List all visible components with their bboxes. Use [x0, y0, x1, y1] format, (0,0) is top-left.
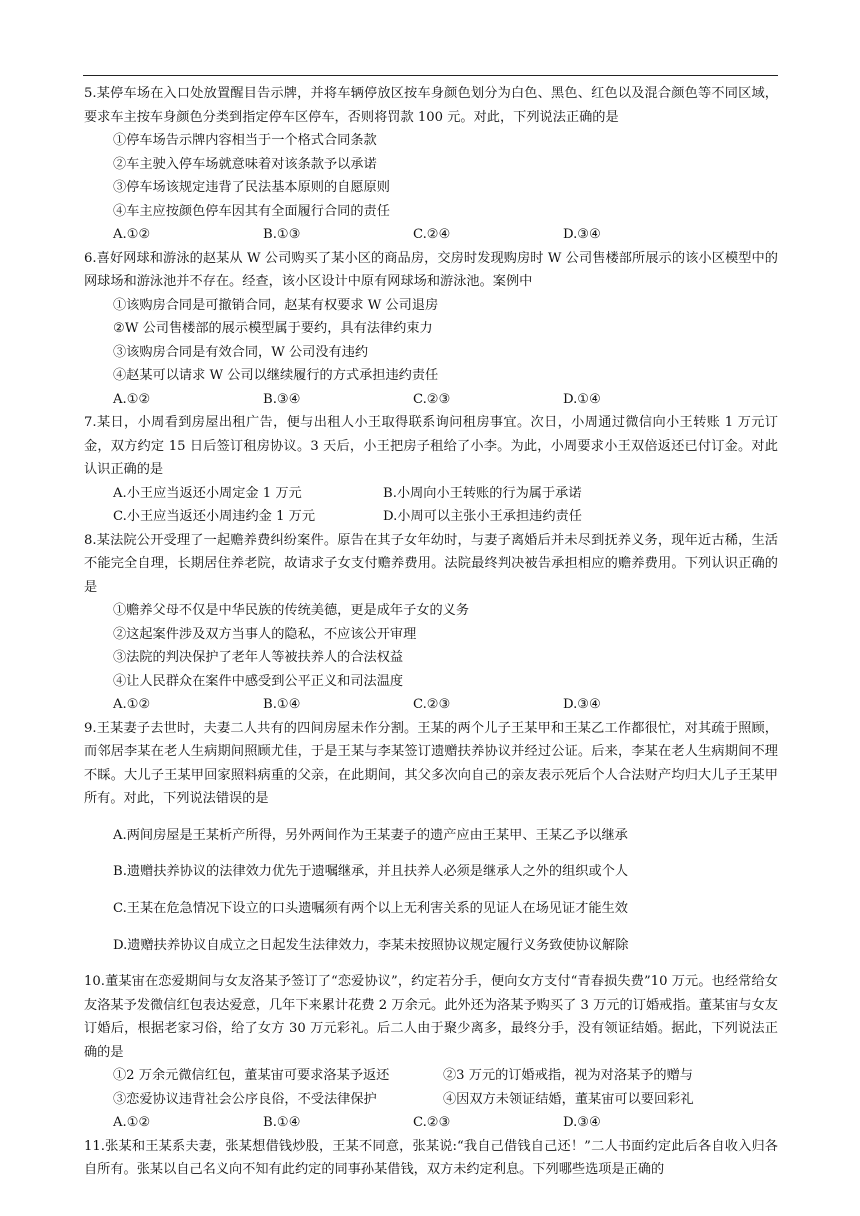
question-11	[84, 1135, 778, 1182]
answer-choices	[113, 223, 778, 247]
choice-c: C.②④	[413, 227, 451, 242]
statement-item: ①赡养父母不仅是中华民族的传统美德，更是成年子女的义务	[113, 603, 470, 618]
question-stem: 11.张某和王某系夫妻，张某想借钱炒股，王某不同意，张某说:“我自己借钱自己还！”二人书面约定此后各自收入归各自所有。张某以自己名义向不知有此约定的同事孙某借钱，双方未约定利息。下列哪些选项是正确的	[84, 1138, 778, 1178]
question-10	[84, 970, 778, 1135]
choice-c: C.②③	[413, 697, 451, 712]
question-6	[84, 247, 778, 412]
choice-d: D.③④	[563, 227, 601, 242]
choice-d: D.①④	[563, 391, 601, 407]
choice-d: D.遗赠扶养协议自成立之日起发生法律效力，李某未按照协议规定履行义务致使协议解除	[113, 937, 629, 953]
option-row	[113, 505, 778, 529]
choice-b: B.小周向小王转账的行为属于承诺	[383, 485, 582, 501]
choice-b: B.①④	[263, 697, 301, 712]
option-row	[113, 482, 778, 506]
statement-item: ④赵某可以请求 W 公司以继续履行的方式承担违约责任	[113, 368, 439, 383]
choice-c: C.小王应当返还小周违约金 1 万元	[113, 509, 316, 524]
choice-d: D.③④	[563, 697, 601, 712]
choice-d: D.小周可以主张小王承担违约责任	[383, 509, 582, 524]
question-5	[84, 82, 778, 247]
choice-b: B.③④	[263, 391, 301, 407]
statement-item: ③该购房合同是有效合同，W 公司没有违约	[113, 344, 369, 360]
question-stem: 10.董某宙在恋爱期间与女友洛某予签订了“恋爱协议”，约定若分手，便向女方支付“青春损失费”10 万元。也经常给女友洛某予发微信红包表达爱意，几年下来累计花费 2 万余元。此外还为洛某予购买了 3 万元的订婚戒指。董某宙与女友订婚后，根据老家习俗，给了女方 30 万元彩礼。后二人由于聚少离多，最终分手，没有领证结婚。据此，下列说法正确的是	[84, 974, 778, 1060]
statement-row	[113, 1088, 778, 1112]
statement-item: ②3 万元的订婚戒指，视为对洛某予的赠与	[443, 1068, 693, 1084]
choice-a: A.①②	[113, 227, 151, 242]
question-7	[84, 411, 778, 529]
question-stem: 6.喜好网球和游泳的赵某从 W 公司购买了某小区的商品房，交房时发现购房时 W 公司售楼部所展示的该小区模型中的网球场和游泳池并不存在。经查，该小区设计中原有网球场和游泳池。案例中	[84, 250, 778, 289]
statement-item: ④让人民群众在案件中感受到公平正义和司法温度	[113, 673, 404, 689]
statement-item: ①该购房合同是可撤销合同，赵某有权要求 W 公司退房	[113, 297, 439, 313]
choice-c: C.②③	[413, 391, 451, 407]
statement-item: ④因双方未领证结婚，董某宙可以要回彩礼	[443, 1091, 694, 1107]
statement-item: ③停车场该规定违背了民法基本原则的自愿原则	[113, 180, 390, 195]
question-stem: 5.某停车场在入口处放置醒目告示牌，并将车辆停放区按车身颜色划分为白色、黑色、红色以及混合颜色等不同区域，要求车主按车身颜色分类到指定停车区停车，否则将罚款 100 元。对此，下列说法正确的是	[84, 86, 778, 125]
choice-b: B.遗赠扶养协议的法律效力优先于遗嘱继承，并且扶养人必须是继承人之外的组织或个人	[113, 864, 629, 880]
choice-b: B.①③	[263, 227, 301, 242]
statement-item: ①2 万余元微信红包，董某宙可要求洛某予返还	[113, 1068, 390, 1084]
choice-c: C.王某在危急情况下设立的口头遗嘱须有两个以上无利害关系的见证人在场见证才能生效	[113, 901, 628, 917]
choice-a: A.①②	[113, 697, 151, 712]
statement-item: ④车主应按颜色停车因其有全面履行合同的责任	[113, 203, 390, 219]
statement-item: ①停车场告示牌内容相当于一个格式合同条款	[113, 133, 377, 148]
statement-item: ③法院的判决保护了老年人等被扶养人的合法权益	[113, 650, 404, 665]
choice-a: A.①②	[113, 391, 151, 407]
statement-item: ②车主驶入停车场就意味着对该条款予以承诺	[113, 156, 377, 172]
answer-choices	[113, 693, 778, 717]
choice-d: D.③④	[563, 1115, 601, 1131]
choice-b: B.①④	[263, 1115, 301, 1131]
question-stem: 8.某法院公开受理了一起赡养费纠纷案件。原告在其子女年幼时，与妻子离婚后并未尽到抚养义务，现年近古稀，生活不能完全自理，长期居住养老院，故请求子女支付赡养费用。法院最终判决被告承担相应的赡养费用。下列认识正确的是	[84, 532, 778, 595]
choice-a: A.①②	[113, 1115, 151, 1131]
choice-a: A.两间房屋是王某析产所得，另外两间作为王某妻子的遗产应由王某甲、王某乙予以继承	[113, 827, 628, 843]
statement-item: ②W 公司售楼部的展示模型属于要约，具有法律约束力	[113, 321, 433, 336]
question-8	[84, 529, 778, 717]
question-9	[84, 717, 778, 958]
header-rule	[83, 75, 778, 76]
answer-choices	[113, 388, 778, 412]
question-stem: 9.王某妻子去世时，夫妻二人共有的四间房屋未作分割。王某的两个儿子王某甲和王某乙工作都很忙，对其疏于照顾，而邻居李某在老人生病期间照顾尤佳，于是王某与李某签订遗赠扶养协议并经过公证。后来，李某在老人生病期间不理不睬。大儿子王某甲回家照料病重的父亲，在此期间，其父多次向自己的亲友表示死后个人合法财产均归大儿子王某甲所有。对此，下列说法错误的是	[84, 720, 778, 806]
statement-item: ③恋爱协议违背社会公序良俗，不受法律保护	[113, 1091, 377, 1107]
question-list	[84, 82, 778, 1182]
statement-item: ②这起案件涉及双方当事人的隐私，不应该公开审理	[113, 626, 417, 642]
statement-row	[113, 1064, 778, 1088]
choice-a: A.小王应当返还小周定金 1 万元	[113, 485, 302, 501]
choice-c: C.②③	[413, 1115, 451, 1131]
question-stem: 7.某日，小周看到房屋出租广告，便与出租人小王取得联系询问租房事宜。次日，小周通过微信向小王转账 1 万元订金，双方约定 15 日后签订租房协议。3 天后，小王把房子租给了小李。为此，小周要求小王双倍返还已付订金。对此认识正确的是	[84, 415, 778, 477]
answer-choices	[113, 1111, 778, 1135]
